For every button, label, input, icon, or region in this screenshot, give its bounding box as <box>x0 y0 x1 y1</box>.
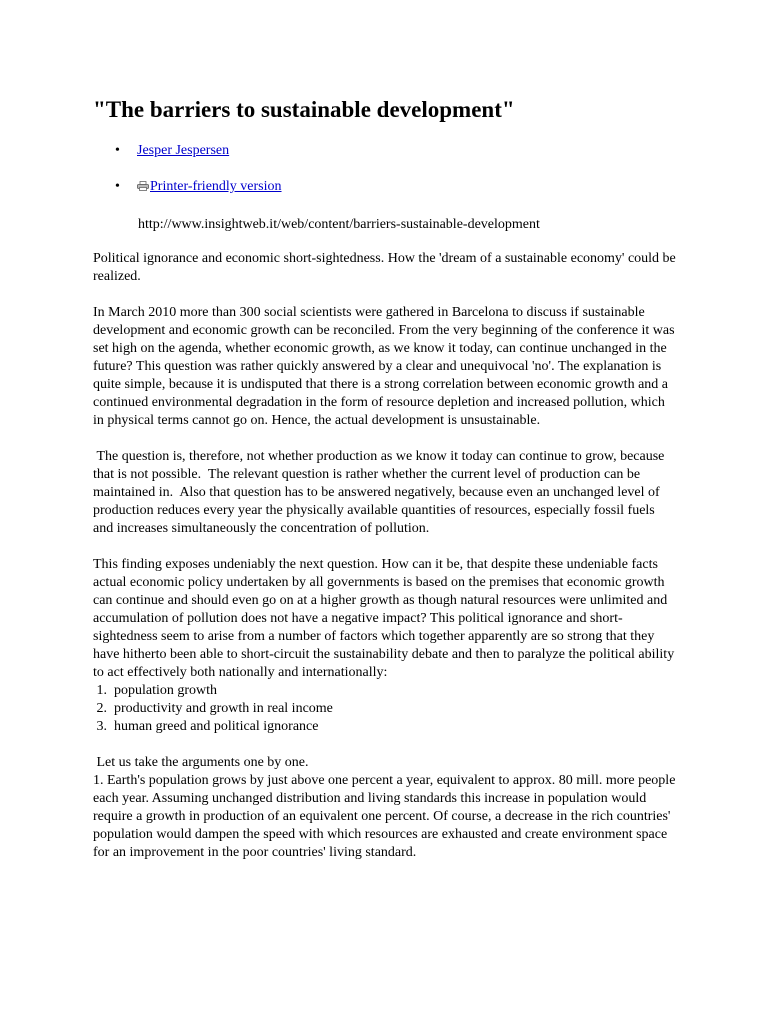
document-page <box>93 95 678 860</box>
printer-icon <box>137 181 149 191</box>
printer-friendly-link[interactable] <box>137 179 282 194</box>
list-item: 1. population growth <box>93 683 218 698</box>
paragraph: Political ignorance and economic short-sightedness. How the 'dream of a sustainable economy' could be realized. <box>93 251 676 284</box>
paragraph: This finding exposes undeniably the next question. How can it be, that despite these undeniable facts actual economic policy undertaken by all governments is based on the premises that economic growth can continue and should even go on at a higher growth as though natural resources were unlimited and accumulation of pollution does not have a negative impact? This political ignorance and short-sightedness seem to arise from a number of factors which together apparently are so strong that they have hitherto been able to short-circuit the sustainability debate and then to paralyze the political ability to act effectively both nationally and internationally: <box>93 557 675 680</box>
list-item: 3. human greed and political ignorance <box>93 719 319 734</box>
printer-friendly-label: Printer-friendly version <box>150 179 282 194</box>
author-link[interactable]: Jesper Jespersen <box>137 143 230 158</box>
paragraph: The question is, therefore, not whether production as we know it today can continue to grow, because that is not possible. The relevant question is rather whether the current level of production can be maintained in. Also that question has to be answered negatively, because even an unchanged level of production reduces every year the physically available quantities of resources, especially fossil fuels and increases simultaneously the concentration of pollution. <box>93 449 668 536</box>
source-url: http://www.insightweb.it/web/content/barriers-sustainable-development <box>138 217 540 232</box>
bullet: • <box>115 143 120 158</box>
paragraph: In March 2010 more than 300 social scientists were gathered in Barcelona to discuss if sustainable development and economic growth can be reconciled. From the very beginning of the conference it was set high on the agenda, whether economic growth, as we know it today, can continue unchanged in the future? This question was rather quickly answered by a clear and unequivocal 'no'. The explanation is quite simple, because it is undisputed that there is a strong correlation between economic growth and a continued environmental degradation in the form of resource depletion and increased pollution, which in physical terms cannot go on. Hence, the actual development is unsustainable. <box>93 305 675 428</box>
factor-list <box>93 682 678 736</box>
bullet: • <box>115 179 120 194</box>
page-title: "The barriers to sustainable development" <box>93 97 515 122</box>
arguments-intro: Let us take the arguments one by one. <box>93 755 309 770</box>
list-item: 2. productivity and growth in real income <box>93 701 333 716</box>
article-body <box>93 250 678 862</box>
argument-1: 1. Earth's population grows by just above one percent a year, equivalent to approx. 80 mill. more people each year. Assuming unchanged distribution and living standards this increase in population would require a growth in production of an equivalent one percent. Of course, a decrease in the rich countries' population would dampen the speed with which resources are exhausted and create environment space for an improvement in the poor countries' living standard. <box>93 773 676 860</box>
